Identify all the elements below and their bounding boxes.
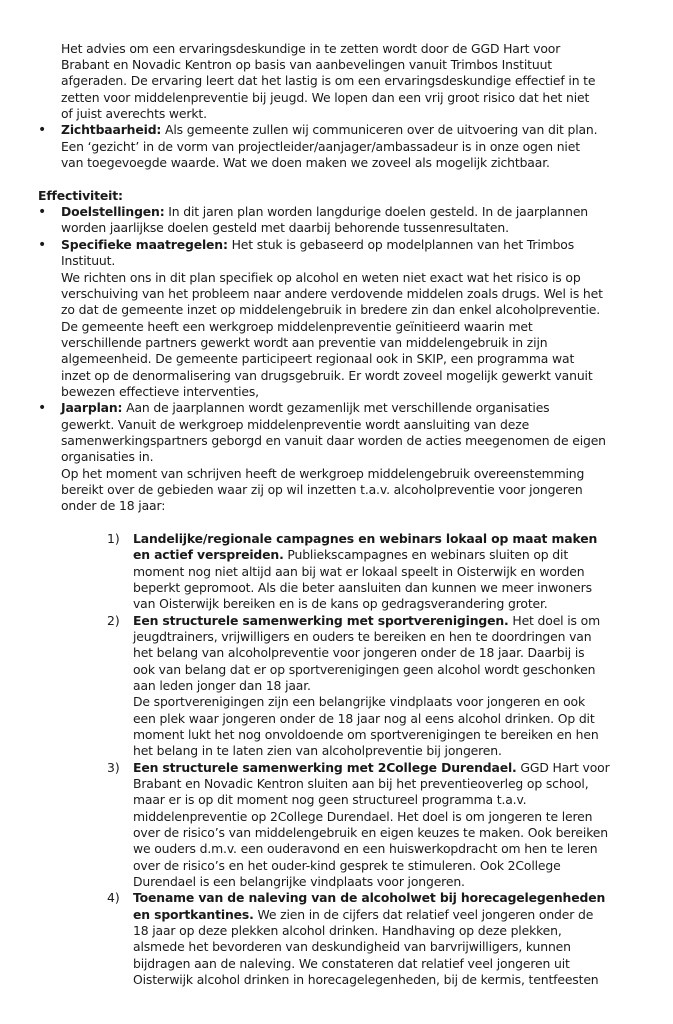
bullet-text: In dit jaren plan worden langdurige doelen gesteld. In de jaarplannen <box>164 204 588 219</box>
text-line: verschuiving van het probleem naar andere verdovende middelen zoals drugs. Wel is het <box>61 286 603 301</box>
item-text: GGD Hart voor <box>516 760 610 775</box>
text-line: gewerkt. Vanuit de werkgroep middelenpreventie wordt aansluiting van deze <box>61 417 530 432</box>
text-line: Oisterwijk alcohol drinken in horecagelegenheden, bij de kermis, tentfeesten <box>133 972 599 987</box>
text-line: beperkt gepromoot. Als die beter aansluiten dan kunnen we meer inwoners <box>133 580 592 595</box>
text-line: zo dat de gemeente inzet op middelengebruik in bredere zin dan enkel alcoholpreventie. <box>61 302 601 317</box>
text-line: bewezen effectieve interventies, <box>61 384 259 399</box>
item-text: Het doel is om <box>508 613 600 628</box>
text-line: van toegevoegde waarde. Wat we doen maken we zoveel als mogelijk zichtbaar. <box>61 155 550 170</box>
text-line: inzet op de denormalisering van drugsgebruik. Er wordt zoveel mogelijk gewerkt vanuit <box>61 368 593 383</box>
bullet-icon: • <box>38 204 47 220</box>
text-line: Toename van de naleving van de alcoholwet bij horecagelegenheden <box>133 890 606 905</box>
text-line: moment nog niet altijd aan bij wat er lokaal speelt in Oisterwijk en worden <box>133 564 585 579</box>
text-line: bereikt over de gebieden waar zij op wil inzetten t.a.v. alcoholpreventie voor jongeren <box>61 482 583 497</box>
text-line <box>61 204 588 220</box>
text-line: afgeraden. De ervaring leert dat het lastig is om een ervaringsdeskundige effectief in te <box>61 73 596 88</box>
bullet-label: Zichtbaarheid: <box>61 122 162 137</box>
text-line: moment lukt het nog onvoldoende om sportverenigingen te bereiken en hen <box>133 727 599 742</box>
text-line: verschillende partners gewerkt wordt aan preventie van middelengebruik in zijn <box>61 335 548 350</box>
text-line: jeugdtrainers, vrijwilligers en ouders te bereiken en hen te doordringen van <box>133 629 592 644</box>
bullet-icon: • <box>38 400 47 416</box>
section-heading-effectiviteit: Effectiviteit: <box>38 188 123 203</box>
text-line: aan leden jonger dan 18 jaar. <box>133 678 311 693</box>
text-line: samenwerkingspartners geborgd en vanuit daar worden de acties meegenomen de eigen <box>61 433 606 448</box>
text-line <box>133 907 593 923</box>
bullet-label: Doelstellingen: <box>61 204 165 219</box>
text-line: bijdragen aan de naleving. We constateren dat relatief veel jongeren uit <box>133 956 570 971</box>
text-line: De sportverenigingen zijn een belangrijke vindplaats voor jongeren en ook <box>133 694 585 709</box>
item-title: Een structurele samenwerking met sportverenigingen. <box>133 613 509 628</box>
text-line: het belang van alcoholpreventie voor jongeren onder de 18 jaar. Daarbij is <box>133 645 585 660</box>
text-line <box>133 613 600 629</box>
list-number: 4) <box>107 890 120 905</box>
item-title: Een structurele samenwerking met 2College Durendael. <box>133 760 517 775</box>
list-number: 1) <box>107 531 120 546</box>
text-line: of juist averechts werkt. <box>61 106 207 121</box>
bullet-text: Het stuk is gebaseerd op modelplannen van het Trimbos <box>227 237 575 252</box>
text-line: Instituut. <box>61 253 116 268</box>
text-line <box>133 760 610 776</box>
item-title: en actief verspreiden. <box>133 547 284 562</box>
text-line: onder de 18 jaar: <box>61 498 166 513</box>
text-line: Durendael is een belangrijke vindplaats voor jongeren. <box>133 874 465 889</box>
bullet-text: Aan de jaarplannen wordt gezamenlijk met verschillende organisaties <box>122 400 550 415</box>
bullet-text: Als gemeente zullen wij communiceren over de uitvoering van dit plan. <box>161 122 598 137</box>
text-line: Op het moment van schrijven heeft de werkgroep middelengebruik overeenstemming <box>61 466 585 481</box>
text-line: organisaties in. <box>61 449 154 464</box>
text-line: van Oisterwijk bereiken en is de kans op gedragsverandering groter. <box>133 596 548 611</box>
bullet-label: Jaarplan: <box>61 400 123 415</box>
text-line: algemeenheid. De gemeente participeert regionaal ook in SKIP, een programma wat <box>61 351 575 366</box>
text-line <box>61 400 550 416</box>
text-line: maar er is op dit moment nog geen structureel programma t.a.v. <box>133 792 527 807</box>
text-line: ook van belang dat er op sportverenigingen geen alcohol wordt geschonken <box>133 662 596 677</box>
text-line: Brabant en Novadic Kentron op basis van aanbevelingen vanuit Trimbos Instituut <box>61 57 552 72</box>
text-line: Een ‘gezicht’ in de vorm van projectleider/aanjager/ambassadeur is in onze ogen niet <box>61 139 580 154</box>
text-line: Landelijke/regionale campagnes en webinars lokaal op maat maken <box>133 531 598 546</box>
text-line: we ouders d.m.v. een ouderavond en een huiswerkopdracht om hen te leren <box>133 841 598 856</box>
item-title: en sportkantines. <box>133 907 254 922</box>
text-line: het belang in te laten zien van alcoholpreventie bij jongeren. <box>133 743 502 758</box>
bullet-label: Specifieke maatregelen: <box>61 237 228 252</box>
text-line: Het advies om een ervaringsdeskundige in te zetten wordt door de GGD Hart voor <box>61 41 561 56</box>
bullet-icon: • <box>38 237 47 253</box>
text-line: over de risico’s van middelengebruik en eigen keuzes te maken. Ook bereiken <box>133 825 608 840</box>
text-line: 18 jaar op deze plekken alcohol drinken. Handhaving op deze plekken, <box>133 923 562 938</box>
text-line: De gemeente heeft een werkgroep middelenpreventie geïnitieerd waarin met <box>61 319 533 334</box>
bullet-icon: • <box>38 122 47 138</box>
item-text: We zien in de cijfers dat relatief veel jongeren onder de <box>253 907 594 922</box>
text-line: over de risico’s en het ouder-kind gesprek te stimuleren. Ook 2College <box>133 858 561 873</box>
text-line <box>133 547 568 563</box>
text-line: Brabant en Novadic Kentron sluiten aan bij het preventieoverleg op school, <box>133 776 589 791</box>
text-line: worden jaarlijkse doelen gesteld met daarbij behorende tussenresultaten. <box>61 220 509 235</box>
text-line: middelenpreventie op 2College Durendael. Het doel is om jongeren te leren <box>133 809 593 824</box>
list-number: 2) <box>107 613 120 628</box>
text-line <box>61 122 597 138</box>
text-line: alsmede het bevorderen van deskundigheid van barvrijwilligers, kunnen <box>133 939 571 954</box>
list-number: 3) <box>107 760 120 775</box>
text-line: een plek waar jongeren onder de 18 jaar nog al eens alcohol drinken. Op dit <box>133 711 595 726</box>
text-line <box>61 237 574 253</box>
text-line: zetten voor middelenpreventie bij jeugd. We lopen dan een vrij groot risico dat het niet <box>61 90 590 105</box>
item-text: Publiekscampagnes en webinars sluiten op dit <box>283 547 569 562</box>
text-line: We richten ons in dit plan specifiek op alcohol en weten niet exact wat het risico is op <box>61 270 581 285</box>
